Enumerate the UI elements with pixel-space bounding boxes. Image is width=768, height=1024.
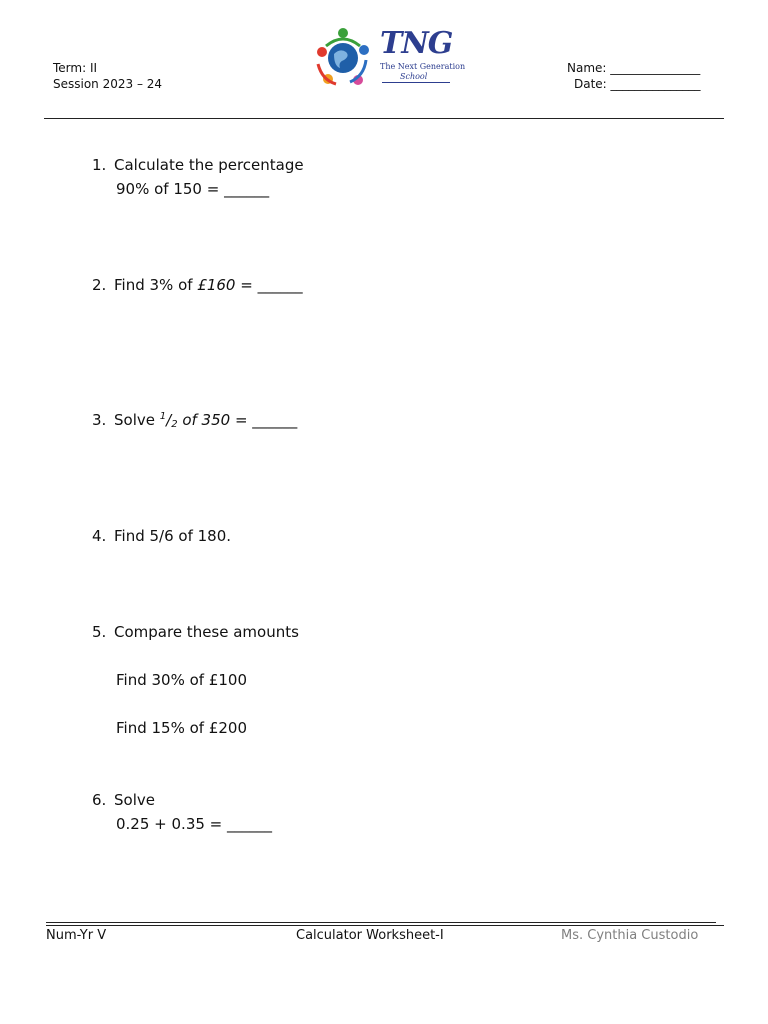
question-5-part-a: Find 30% of £100 [116, 671, 248, 689]
question-number: 1. [92, 156, 107, 174]
question-1-expression: 90% of 150 = ______ [116, 180, 270, 198]
logo-underline [382, 82, 450, 83]
question-6 [92, 788, 272, 836]
question-1-text: Calculate the percentage [114, 156, 304, 174]
term-label: Term: II [53, 61, 98, 75]
question-2-amount: £160 = [197, 276, 253, 294]
name-field[interactable]: Name: _______________ [567, 61, 701, 75]
question-1 [92, 153, 304, 201]
logo-script: School [400, 72, 428, 81]
fraction: $^1/_2$ [159, 411, 178, 430]
question-5-text: Compare these amounts [114, 623, 299, 641]
question-6-text: Solve [114, 791, 155, 809]
fraction-denominator: 2 [171, 419, 178, 430]
globe-people-icon [308, 24, 378, 94]
question-3 [92, 405, 297, 437]
footer-rule-2 [46, 925, 724, 926]
logo-title: TNG [380, 26, 453, 61]
question-3-amount: of 350 = [177, 411, 248, 429]
footer-title: Calculator Worksheet-I [296, 928, 444, 943]
question-5-part-b: Find 15% of £200 [116, 719, 248, 737]
question-number: 4. [92, 527, 107, 545]
question-number: 5. [92, 623, 107, 641]
question-2 [92, 273, 303, 297]
question-2-blank: ______ [252, 276, 303, 294]
question-5 [92, 620, 299, 740]
session-label: Session 2023 – 24 [53, 77, 163, 91]
footer-teacher: Ms. Cynthia Custodio [561, 928, 699, 943]
question-number: 2. [92, 276, 107, 294]
footer-rule [46, 922, 716, 923]
logo-subtitle: The Next Generation [380, 62, 466, 71]
question-2-prefix: Find 3% of [114, 276, 198, 294]
header-rule [44, 118, 724, 119]
date-field[interactable]: Date: _______________ [574, 77, 701, 91]
question-number: 6. [92, 791, 107, 809]
question-4 [92, 524, 231, 548]
fraction-numerator: 1 [159, 411, 167, 422]
question-3-blank: ______ [247, 411, 298, 429]
question-6-expression: 0.25 + 0.35 = ______ [116, 815, 273, 833]
footer-class: Num-Yr V [46, 928, 107, 943]
question-number: 3. [92, 411, 107, 429]
question-4-text: Find 5/6 of 180. [114, 527, 232, 545]
question-3-prefix: Solve [114, 411, 160, 429]
school-logo [308, 24, 466, 94]
